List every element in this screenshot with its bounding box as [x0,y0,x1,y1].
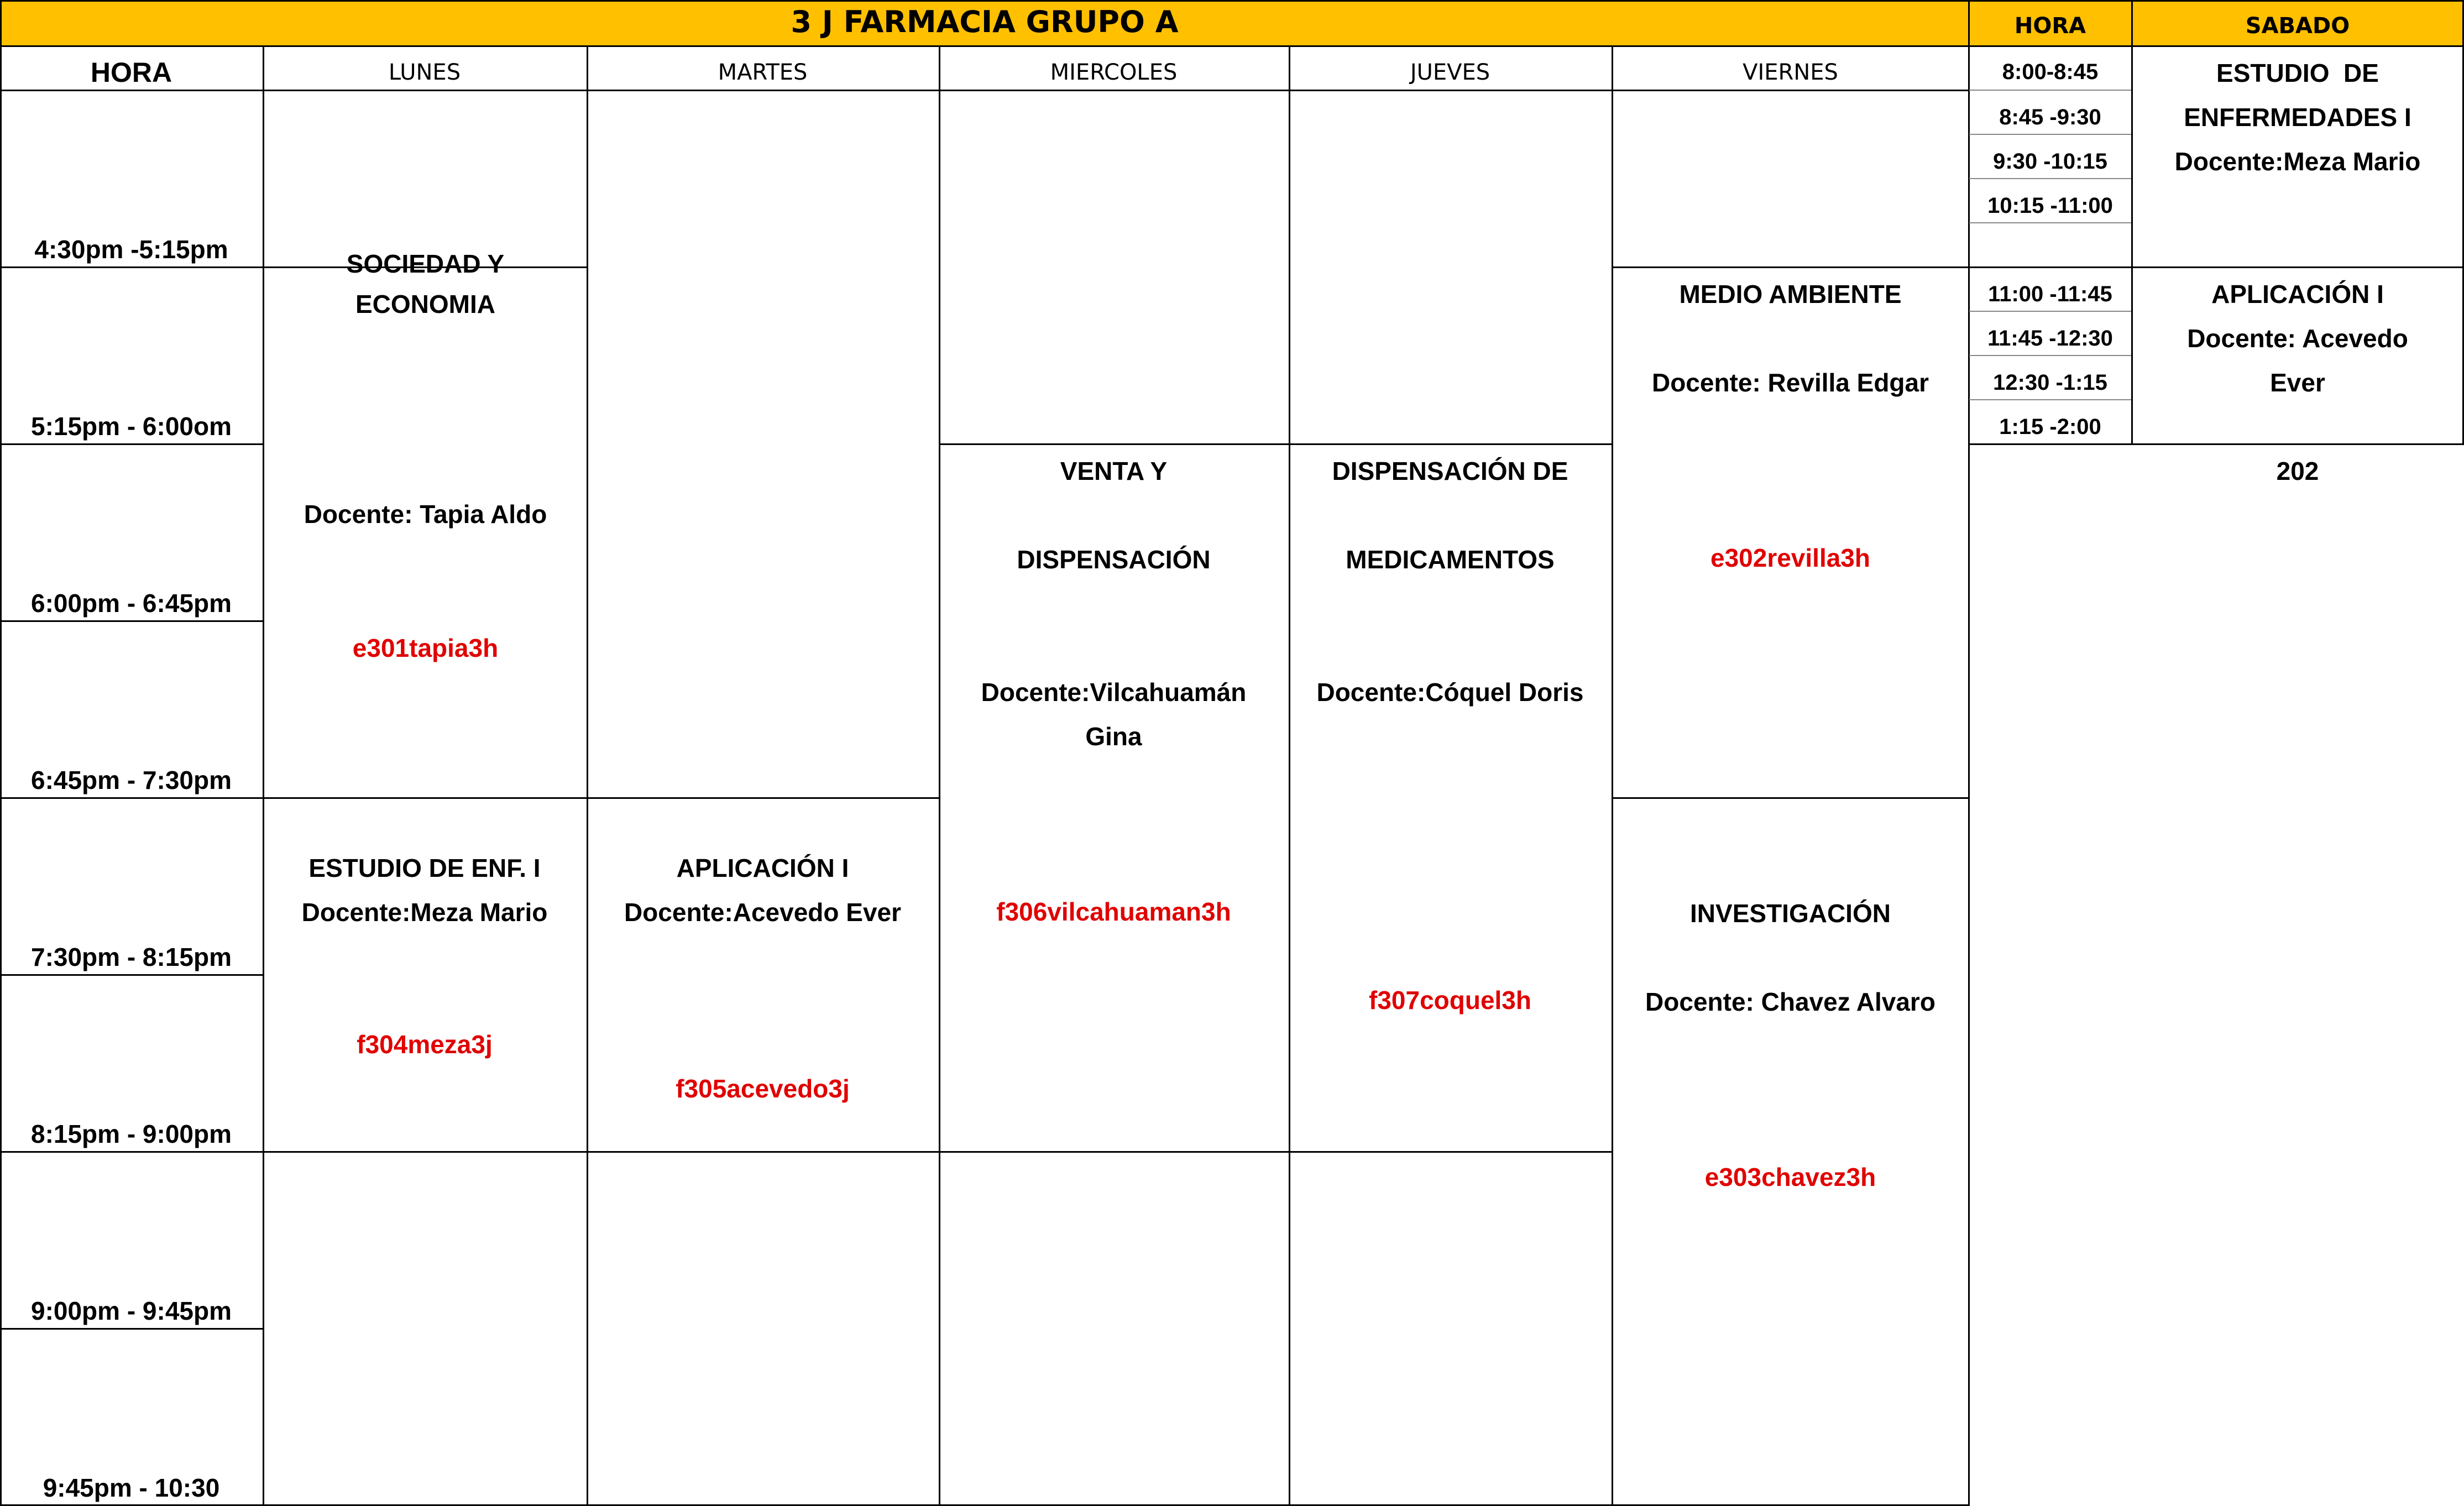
saturday-course-title: APLICACIÓN I [2211,280,2384,308]
saturday-day-header: SABADO [2245,13,2350,39]
course-title: MEDIO AMBIENTE [1679,280,1902,308]
saturday-hora-header: HORA [2014,13,2086,39]
course-title: DISPENSACIÓN DE [1332,457,1568,485]
course-docente: Docente: Tapia Aldo [304,500,547,529]
day-header-viernes: VIERNES [1743,60,1838,85]
course-title: MEDICAMENTOS [1346,545,1555,574]
course-docente: Docente: Chavez Alvaro [1645,987,1935,1016]
saturday-time-slot: 11:00 -11:45 [1988,282,2112,306]
time-slot: 6:00pm - 6:45pm [30,589,232,618]
saturday-time-slot: 9:30 -10:15 [1993,149,2107,174]
course-title: DISPENSACIÓN [1017,545,1211,574]
saturday-time-slot: 12:30 -1:15 [1993,370,2107,395]
saturday-time-slot: 11:45 -12:30 [1987,326,2113,351]
course-code: e301tapia3h [352,634,499,662]
saturday-course-title: ESTUDIO DE [2216,59,2379,87]
course-title: VENTA Y [1060,457,1168,485]
saturday-time-slot: 8:45 -9:30 [1999,105,2101,129]
course-code: f307coquel3h [1369,986,1531,1015]
saturday-course-docente: Docente: Acevedo [2187,324,2408,353]
day-header-jueves: JUEVES [1410,60,1490,85]
course-title: INVESTIGACIÓN [1690,899,1891,928]
hora-column-header: HORA [90,57,172,88]
day-header-martes: MARTES [718,60,808,85]
saturday-time-slot: 1:15 -2:00 [1999,415,2101,439]
time-slot: 9:00pm - 9:45pm [30,1296,232,1325]
page-title: 3 J FARMACIA GRUPO A [791,4,1179,39]
course-title: ESTUDIO DE ENF. I [308,854,541,882]
course-docente: Docente:Cóquel Doris [1316,678,1584,707]
course-block-lunes-1 [264,249,587,797]
course-code: f305acevedo3j [676,1074,850,1103]
time-slot: 7:30pm - 8:15pm [30,943,232,971]
course-title: APLICACIÓN I [676,854,849,882]
time-slot: 5:15pm - 6:00om [30,412,232,441]
time-slot: 9:45pm - 10:30 [43,1473,220,1502]
time-slot: 6:45pm - 7:30pm [30,766,232,794]
course-code: f306vilcahuaman3h [996,897,1231,926]
saturday-time-slot: 10:15 -11:00 [1987,194,2113,218]
time-slot: 8:15pm - 9:00pm [30,1120,232,1148]
course-code: e303chavez3h [1704,1163,1876,1191]
course-title-line-clipped: SOCIEDAD Y [346,249,505,278]
time-slot: 4:30pm -5:15pm [34,235,228,264]
saturday-course-docente: Ever [2270,368,2325,397]
saturday-room: 202 [2276,457,2319,485]
saturday-time-slot: 8:00-8:45 [2002,60,2099,84]
course-docente: Docente:Acevedo Ever [624,898,902,927]
course-docente: Gina [1085,722,1142,751]
day-header-miercoles: MIERCOLES [1050,60,1178,85]
saturday-course-docente: Docente:Meza Mario [2174,147,2421,176]
course-title: ECONOMIA [355,290,495,318]
saturday-course-title: ENFERMEDADES I [2184,103,2411,132]
course-docente: Docente: Revilla Edgar [1651,368,1929,397]
course-docente: Docente:Meza Mario [301,898,548,927]
day-header-lunes: LUNES [388,60,461,85]
course-code: f304meza3j [357,1030,493,1059]
course-docente: Docente:Vilcahuamán [981,678,1247,707]
course-code: e302revilla3h [1710,543,1870,572]
